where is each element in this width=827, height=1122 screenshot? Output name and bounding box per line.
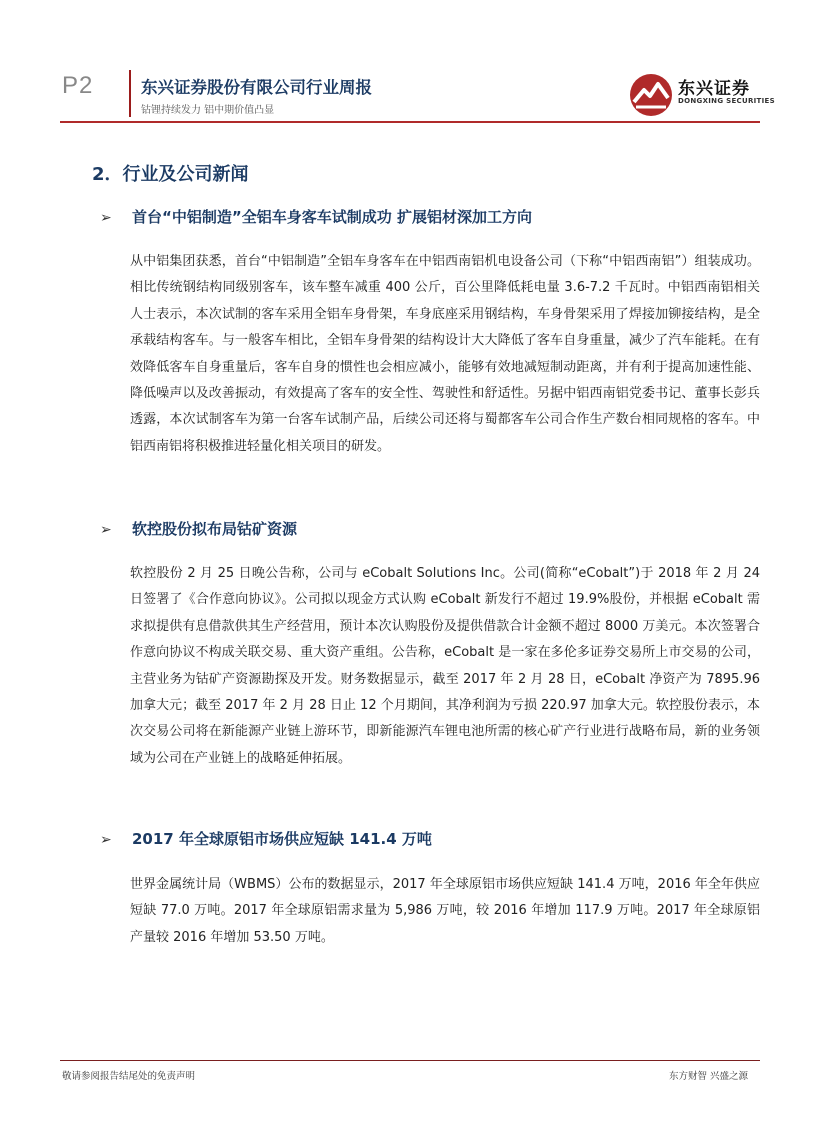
news-body-2: 软控股份 2 月 25 日晚公告称，公司与 eCobalt Solutions Inc。公司(简称“eCobalt”)于 2018 年 2 月 24 日签署了《合作意向协议》。公司拟以现金方式认购 eCobalt 新发行不超过 19.9%股份，并根据 eCobalt 需求拟提供有息借款供其生产经营用，预计本次认购股份及提供借款合计金额不超过 8000 万美元。本次签署合作意向协议不构成关联交易、重大资产重组。公告称，eCobalt 是一家在多伦多证券交易所上市交易的公司，主营业务为钴矿产资源勘探及开发。财务数据显示，截至 2017 年 2 月 28 日，eCobalt 净资产为 7895.96 加拿大元；截至 2017 年 2 月 28 日止 12 个月期间，其净利润为亏损 220.97 加拿大元。软控股份表示，本次交易公司将在新能源产业链上游环节，即新能源汽车锂电池所需的核心矿产行业进行战略布局，新的业务领域为公司在产业链上的战略延伸拓展。 [130,566,760,766]
bullet-arrow-icon: ➢ [100,522,112,538]
report-subtitle: 钴锂持续发力 铝中期价值凸显 [141,105,275,116]
section-title: 2．行业及公司新闻 [92,164,249,185]
news-headline-text: 2017 年全球原铝市场供应短缺 141.4 万吨 [132,830,432,848]
header-divider [129,70,131,117]
news-headline-text: 软控股份拟布局钴矿资源 [132,520,298,538]
logo-name: 东兴证券 [678,79,750,99]
page-number: P2 [62,72,94,99]
news-headline-2 [100,518,297,539]
news-body-1: 从中铝集团获悉，首台“中铝制造”全铝车身客车在中铝西南铝机电设备公司（下称“中铝西南铝”）组装成功。相比传统钢结构同级别客车，该车整车减重 400 公斤，百公里降低耗电量 3.6-7.2 千瓦时。中铝西南铝相关人士表示，本次试制的客车采用全铝车身骨架，车身底座采用钢结构，车身骨架采用了焊接加铆接结构，是全承载结构客车。与一般客车相比，全铝车身骨架的结构设计大大降低了客车自身重量，减少了汽车能耗。在有效降低客车自身重量后，客车自身的惯性也会相应减小，能够有效地减短制动距离，并有利于提高加速性能、降低噪声以及改善振动，有效提高了客车的安全性、驾驶性和舒适性。另据中铝西南铝党委书记、董事长彭兵透露，本次试制客车为第一台客车试制产品，后续公司还将与蜀都客车公司合作生产数台相同规格的客车。中铝西南铝将积极推进轻量化相关项目的研发。 [130,254,760,454]
footer-slogan: 东方财智 兴盛之源 [669,1071,749,1082]
company-logo [628,72,775,118]
report-title: 东兴证券股份有限公司行业周报 [141,78,372,97]
page-header [0,0,827,130]
logo-english: DONGXING SECURITIES [678,97,775,105]
logo-mark-icon [628,72,674,118]
bullet-arrow-icon: ➢ [100,210,112,226]
news-headline-3 [100,828,432,849]
news-headline-text: 首台“中铝制造”全铝车身客车试制成功 扩展铝材深加工方向 [132,208,532,226]
bullet-arrow-icon: ➢ [100,832,112,848]
header-rule [60,121,760,123]
footer-disclaimer: 敬请参阅报告结尾处的免责声明 [62,1071,196,1082]
news-body-3: 世界金属统计局（WBMS）公布的数据显示，2017 年全球原铝市场供应短缺 141.4 万吨，2016 年全年供应短缺 77.0 万吨。2017 年全球原铝需求量为 5,986 万吨，较 2016 年增加 117.9 万吨。2017 年全球原铝产量较 2016 年增加 53.50 万吨。 [130,877,760,945]
news-headline-1 [100,206,532,227]
footer-rule [60,1060,760,1061]
